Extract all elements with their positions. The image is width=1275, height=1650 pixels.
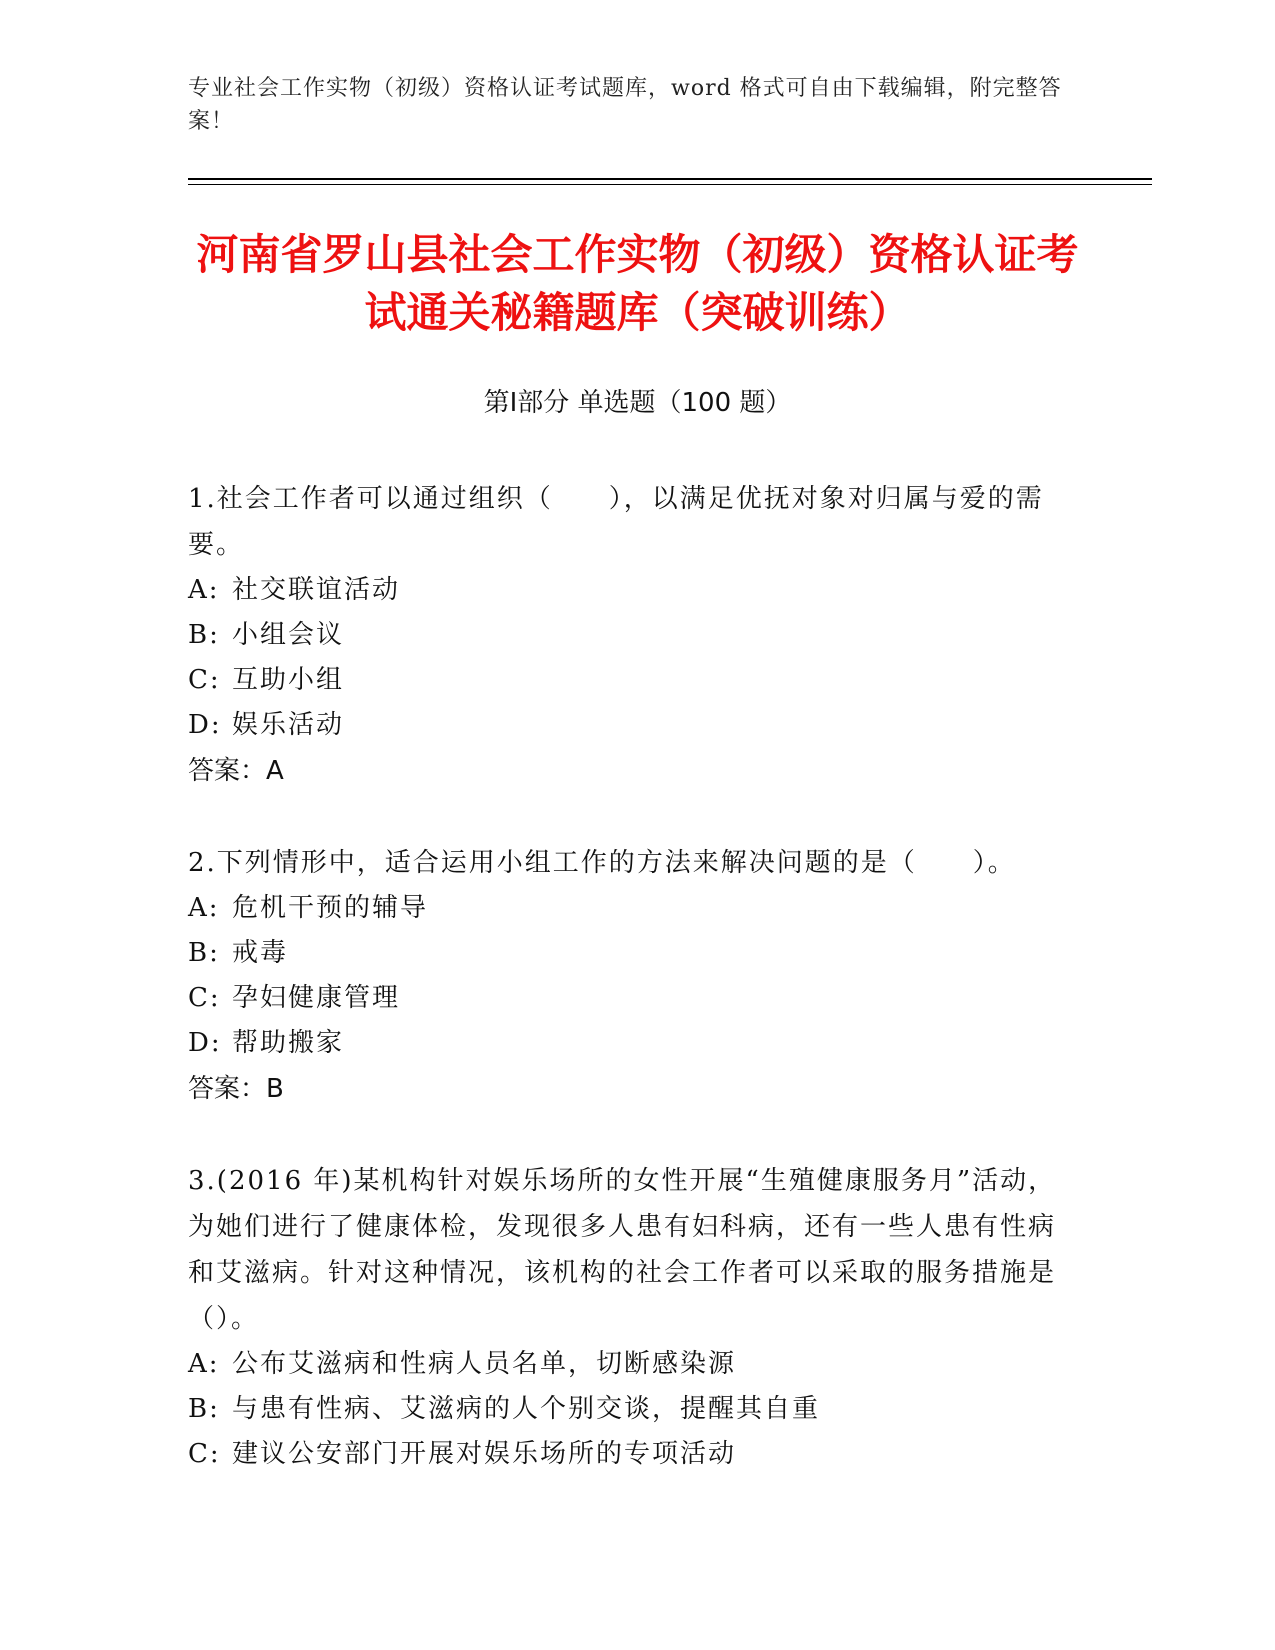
option-letter: B: [188,938,220,968]
option-letter: A: [188,575,220,605]
option-text: 小组会议 [232,620,345,650]
header-divider-thick [188,178,1152,180]
option-text: 建议公安部门开展对娱乐场所的专项活动 [232,1439,737,1469]
option-text: 孕妇健康管理 [232,983,401,1013]
option-text: 帮助搬家 [232,1028,345,1058]
option-text: 社交联谊活动 [232,575,401,605]
option-c [188,658,1068,703]
option-letter: D: [188,710,222,740]
option-letter: D: [188,1028,222,1058]
question-1 [188,476,1068,794]
option-letter: B: [188,1394,220,1424]
section-heading: 第Ⅰ部分 单选题（100 题） [483,388,792,418]
option-b [188,613,1068,658]
header-note: 专业社会工作实物（初级）资格认证考试题库，word 格式可自由下载编辑，附完整答案！ [188,76,1062,134]
option-a [188,1342,1068,1387]
option-text: 互助小组 [232,665,345,695]
answer-line: 答案：B [188,1074,284,1104]
option-letter: B: [188,620,220,650]
question-stem: 3.(2016 年)某机构针对娱乐场所的女性开展“生殖健康服务月”活动，为她们进行了健康体检，发现很多人患有妇科病，还有一些人患有性病和艾滋病。针对这种情况，该机构的社会工作者可以采取的服务措施是（）。 [188,1166,1057,1334]
option-letter: C: [188,1439,221,1469]
option-d [188,1021,1068,1066]
question-list [188,476,1068,1523]
question-stem: 1.社会工作者可以通过组织（ ），以满足优抚对象对归属与爱的需要。 [188,484,1044,560]
option-text: 危机干预的辅导 [232,893,429,923]
option-text: 娱乐活动 [232,710,345,740]
header-divider-thin [188,184,1152,185]
option-letter: C: [188,665,221,695]
document-title: 河南省罗山县社会工作实物（初级）资格认证考试通关秘籍题库（突破训练） [196,230,1079,337]
question-2 [188,840,1068,1112]
option-letter: A: [188,1349,220,1379]
option-letter: A: [188,893,220,923]
option-b [188,1387,1068,1432]
option-letter: C: [188,983,221,1013]
option-b [188,931,1068,976]
option-d [188,703,1068,748]
option-text: 公布艾滋病和性病人员名单，切断感染源 [232,1349,737,1379]
option-c [188,976,1068,1021]
option-text: 戒毒 [232,938,289,968]
option-a [188,568,1068,613]
option-text: 与患有性病、艾滋病的人个别交谈，提醒其自重 [232,1394,821,1424]
option-c [188,1432,1068,1477]
answer-line: 答案：A [188,756,284,786]
question-stem: 2.下列情形中，适合运用小组工作的方法来解决问题的是（ ）。 [188,848,1016,878]
question-3 [188,1158,1068,1477]
option-a [188,886,1068,931]
